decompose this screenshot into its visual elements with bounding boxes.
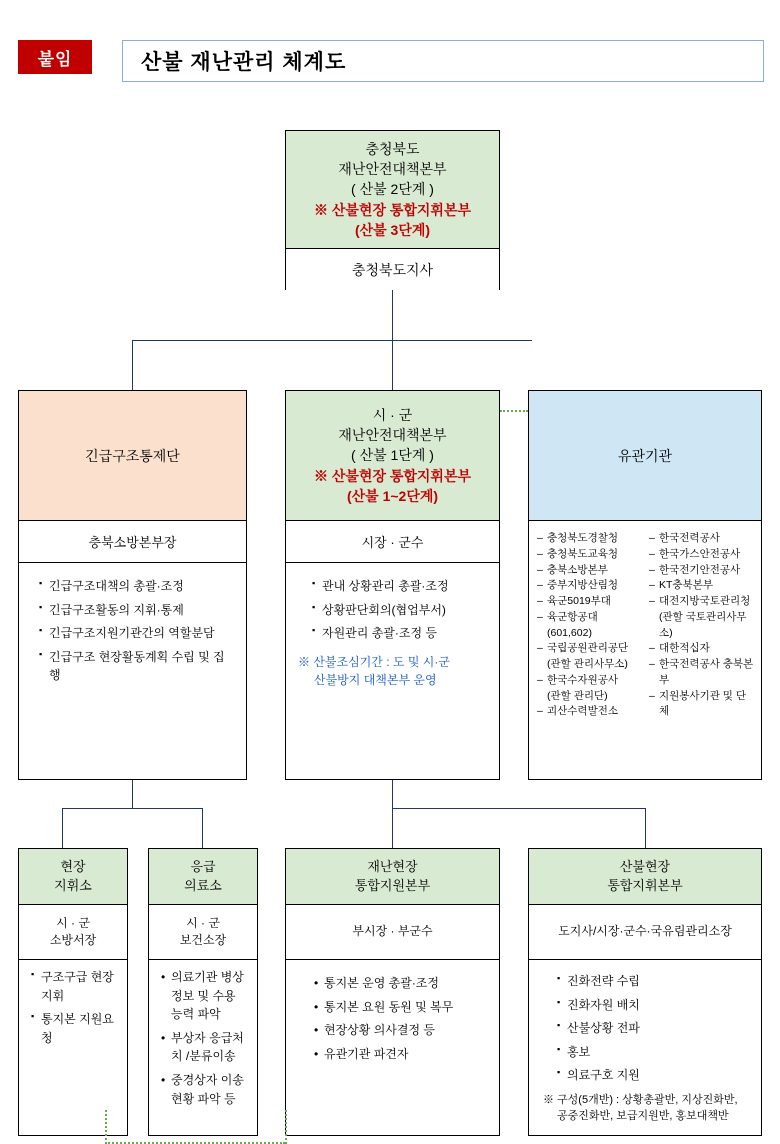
province-hq-line3: ( 산불 2단계 ) — [351, 181, 434, 198]
list-item: ▪ 홍보 — [557, 1043, 749, 1062]
list-item: ▪ 긴급구조활동의 지휘·통제 — [39, 601, 234, 620]
connector-city-bottom-drop — [392, 780, 393, 848]
list-item: – 중부지방산림청 — [537, 578, 643, 594]
connector-top-vertical — [392, 290, 393, 340]
list-item: – 한국전기안전공사 — [649, 563, 755, 579]
list-item: – KT충북본부 — [649, 578, 755, 594]
emergency-medical-duties — [149, 960, 257, 1137]
connector-left-bottom-bus — [62, 808, 202, 809]
connector-bus-horizontal — [132, 340, 532, 341]
city-note-line2: 산불방지 대책본부 운영 — [314, 672, 437, 687]
site-command-title: 현장 지휘소 — [19, 849, 127, 905]
site-command-duties — [19, 960, 127, 1137]
site-command-leader: 시 · 군 소방서장 — [19, 905, 127, 960]
emergency-medical-list — [153, 968, 253, 1108]
page-header — [18, 40, 762, 84]
list-item: – 충북소방본부 — [537, 563, 643, 579]
list-item: (관할 관리단) — [547, 689, 608, 702]
list-item: • 통지본 운영 총괄·조정 — [314, 974, 487, 993]
connector-left-drop — [132, 340, 133, 390]
rescue-duty-list — [25, 577, 240, 685]
city-note-line1: ※ 산불조심기간 : 도 및 시·군 — [298, 654, 450, 669]
agency-list-right — [649, 531, 755, 774]
connector-site-command-drop — [62, 808, 63, 848]
forest-fire-command-hq-title: 산불현장 통합지휘본부 — [529, 849, 761, 905]
list-item: – 한국수자원공사 — [537, 673, 643, 689]
list-item: – 한국전력공사 — [649, 531, 755, 547]
list-item: (관할 국토관리사무소) — [659, 610, 747, 639]
page-title: 산불 재난관리 체계도 — [141, 51, 347, 74]
list-item: – 한국가스안전공사 — [649, 547, 755, 563]
list-item: – 대한적십자 — [649, 641, 755, 657]
list-item: ▪ 구조구급 현장지휘 — [31, 968, 117, 1005]
site-command-box — [18, 848, 128, 1136]
list-item: ▪ 상황판단회의(협업부서) — [312, 601, 487, 620]
list-item: – 대전지방국토관리청 — [649, 594, 755, 610]
city-hq-line4: ※ 산불현장 통합지휘본부 — [313, 467, 472, 484]
city-hq-duties — [286, 563, 499, 780]
rescue-control-box — [18, 390, 247, 780]
forest-fire-note-line2: 공중진화반, 보급지원반, 홍보대책반 — [557, 1109, 729, 1122]
list-item: ▪ 긴급구조대책의 총괄·조정 — [39, 577, 234, 596]
list-item: ▪ 의료구호 지원 — [557, 1066, 749, 1085]
province-hq-line4: ※ 산불현장 통합지휘본부 — [313, 201, 472, 218]
city-hq-line2: 재난안전대책본부 — [338, 427, 447, 444]
list-item: ▪ 통지본 지원요청 — [31, 1010, 117, 1047]
rescue-control-leader: 충북소방본부장 — [19, 521, 246, 563]
connector-rescue-drop — [132, 780, 133, 808]
disaster-support-hq-duties — [286, 960, 499, 1137]
attachment-tag: 붙임 — [18, 40, 92, 74]
province-hq-line2: 재난안전대책본부 — [338, 161, 447, 178]
list-item: • 중경상자 이송현황 파악 등 — [161, 1071, 247, 1108]
province-hq-line1: 충청북도 — [365, 140, 420, 157]
forest-fire-command-list — [543, 972, 755, 1085]
list-item: ▪ 산불상황 전파 — [557, 1019, 749, 1038]
list-item: • 의료기관 병상정보 및 수용능력 파악 — [161, 968, 247, 1024]
related-agency-box — [528, 390, 762, 780]
emergency-medical-box — [148, 848, 258, 1136]
related-agency-title: 유관기관 — [529, 391, 761, 521]
site-command-list — [23, 968, 123, 1047]
rescue-control-title: 긴급구조통제단 — [19, 391, 246, 521]
emergency-medical-title: 응급 의료소 — [149, 849, 257, 905]
disaster-support-hq-title: 재난현장 통합지원본부 — [286, 849, 499, 905]
connector-center-drop — [392, 340, 393, 390]
list-item: • 유관기관 파견자 — [314, 1045, 487, 1064]
connector-right-bottom-bus — [392, 808, 645, 809]
disaster-support-list — [300, 974, 493, 1063]
list-item: – 국립공원관리공단 — [537, 641, 643, 657]
list-item: – 지원봉사기관 및 단체 — [649, 689, 755, 721]
forest-fire-command-hq-leader: 도지사/시장·군수·국유림관리소장 — [529, 905, 761, 960]
city-hq-leader: 시장 · 군수 — [286, 521, 499, 563]
agency-list-left — [537, 531, 643, 774]
dotted-connector-support-hq — [285, 1110, 287, 1144]
list-item: • 통지본 요원 동원 및 복무 — [314, 998, 487, 1017]
list-item: ▪ 긴급구조지원기관간의 역할분담 — [39, 624, 234, 643]
province-hq-line5: (산불 3단계) — [354, 221, 431, 238]
forest-fire-command-hq-duties — [529, 960, 761, 1137]
dotted-connector-site-command — [105, 1110, 107, 1144]
list-item: – 한국전력공사 충북본부 — [649, 657, 755, 689]
list-item: ▪ 관내 상황관리 총괄·조정 — [312, 577, 487, 596]
title-box — [122, 40, 764, 82]
province-hq-leader: 충청북도지사 — [286, 249, 499, 290]
list-item: (601,602) — [547, 626, 592, 639]
list-item: – 육군5019부대 — [537, 594, 643, 610]
dotted-connector-agency — [500, 410, 528, 412]
list-item: ▪ 진화자원 배치 — [557, 996, 749, 1015]
city-hq-box — [285, 390, 500, 780]
list-item: – 육군항공대 — [537, 610, 643, 626]
disaster-support-hq-leader: 부시장 · 부군수 — [286, 905, 499, 960]
forest-fire-command-hq-box — [528, 848, 762, 1136]
city-hq-line3: ( 산불 1단계 ) — [351, 447, 434, 464]
city-hq-line1: 시 · 군 — [372, 406, 413, 423]
province-hq-title — [286, 131, 499, 249]
province-hq-box — [285, 130, 500, 290]
list-item: • 부상자 응급처치 /분류이송 — [161, 1029, 247, 1066]
city-duty-list — [298, 577, 493, 643]
connector-medical-drop — [202, 808, 203, 848]
disaster-support-hq-box — [285, 848, 500, 1136]
list-item: • 현장상황 의사결정 등 — [314, 1021, 487, 1040]
list-item: ▪ 자원관리 총괄·조정 등 — [312, 624, 487, 643]
related-agency-lists — [529, 521, 761, 780]
connector-fire-command-drop — [645, 808, 646, 848]
list-item: – 충청북도교육청 — [537, 547, 643, 563]
list-item: (관할 관리사무소) — [547, 658, 628, 670]
list-item: ▪ 진화전략 수립 — [557, 972, 749, 991]
list-item: – 충청북도경찰청 — [537, 531, 643, 547]
city-hq-title — [286, 391, 499, 521]
forest-fire-note-line1: ※ 구성(5개반) : 상황총괄반, 지상진화반, — [543, 1093, 738, 1106]
emergency-medical-leader: 시 · 군 보건소장 — [149, 905, 257, 960]
rescue-control-duties — [19, 563, 246, 780]
list-item: – 괴산수력발전소 — [537, 704, 643, 720]
city-hq-line5: (산불 1~2단계) — [346, 487, 439, 504]
list-item: ▪ 긴급구조 현장활동계획 수립 및 집행 — [39, 648, 234, 685]
